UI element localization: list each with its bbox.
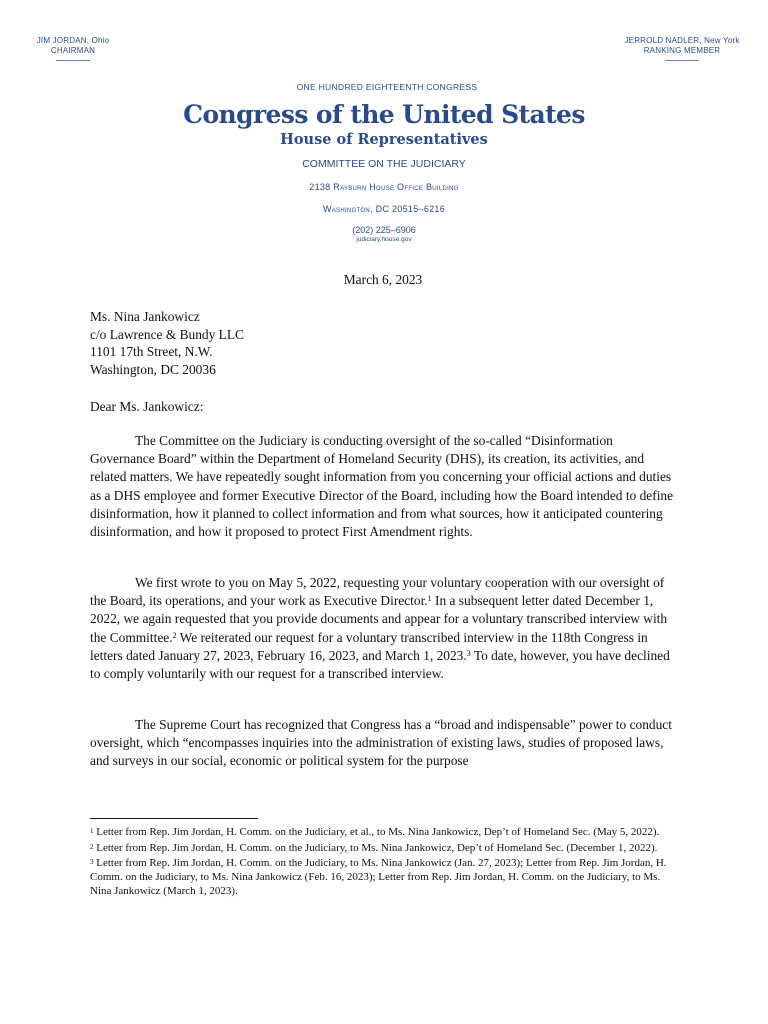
paragraph-text: To date, however, you have declined to comply voluntarily with our request for a transcribed interview.: [90, 647, 670, 682]
paragraph-text: In a subsequent letter dated December 1, 2022, we again requested that you provide documents and appear for a voluntary transcribed interview with the Committee.: [90, 593, 668, 645]
recipient-line: 1101 17th Street, N.W.: [90, 344, 213, 359]
committee-website: judiciary.house.gov: [356, 236, 412, 243]
footnote: [90, 842, 678, 856]
paragraph-requests: [90, 574, 678, 683]
ranking-member-role: RANKING MEMBER: [643, 46, 721, 55]
salutation: Dear Ms. Jankowicz:: [90, 399, 204, 414]
recipient-address: [90, 308, 244, 378]
footnote-text: Letter from Rep. Jim Jordan, H. Comm. on the Judiciary, et al., to Ms. Nina Jankowicz, Dep’t of Homeland Sec. (May 5, 2022).: [93, 826, 660, 838]
footnote: [90, 826, 678, 840]
ranking-member-block: [612, 36, 752, 61]
footnote-divider: [90, 818, 258, 819]
recipient-line: c/o Lawrence & Bundy LLC: [90, 326, 244, 342]
recipient-line: Ms. Nina Jankowicz: [90, 309, 200, 324]
recipient-line: Washington, DC 20036: [90, 361, 216, 377]
office-phone: (202) 225–6906: [352, 225, 416, 235]
letterhead-title: Congress of the United States: [183, 100, 585, 129]
ranking-member-name: JERROLD NADLER, New York: [624, 36, 740, 45]
chairman-name: JIM JORDAN, Ohio: [36, 36, 110, 45]
footnote-text: Letter from Rep. Jim Jordan, H. Comm. on the Judiciary, to Ms. Nina Jankowicz, Dep’t of Homeland Sec. (December 1, 2022).: [93, 841, 658, 854]
chairman-rule: [56, 60, 90, 61]
footnote-number: 2: [90, 842, 94, 851]
footnotes: [90, 826, 678, 901]
chairman-block: [30, 36, 116, 61]
letterhead: [0, 82, 768, 244]
footnote-number: 3: [90, 858, 94, 867]
footnote-number: 1: [90, 827, 94, 835]
office-address: 2138 Rayburn House Office Building: [309, 182, 459, 192]
letterhead-house: House of Representatives: [280, 131, 488, 148]
paragraph-text: We reiterated our request for a voluntary transcribed interview in the 118th Congress in letters dated January 27, 2023, February 16, 2023, and March 1, 2023.: [90, 629, 648, 663]
letter-date: March 6, 2023: [343, 272, 423, 287]
paragraph-text: We first wrote to you on May 5, 2022, requesting your voluntary cooperation with our oversight of the Board, its operations, and your work as Executive Director.: [90, 575, 665, 609]
footnote-ref[interactable]: 1: [427, 594, 432, 604]
ranking-member-rule: [665, 60, 699, 61]
committee-name: COMMITTEE ON THE JUDICIARY: [302, 158, 466, 170]
footnote-text: Letter from Rep. Jim Jordan, H. Comm. on the Judiciary, to Ms. Nina Jankowicz (Jan. 27, 2023); Letter from Rep. Jim Jordan, H. Comm. on the Judiciary, to Ms. Nina Jankowicz (Feb. 16, 2023); Letter from Rep. Jim Jordan, H. Comm. on the Judiciary, to Ms. Nina Jankowicz (March 1, 2023).: [90, 857, 667, 897]
footnote-ref[interactable]: 3: [466, 648, 471, 658]
footnote-ref[interactable]: 2: [172, 630, 177, 640]
paragraph-oversight: The Committee on the Judiciary is conducting oversight of the so-called “Disinformation Governance Board” within the Department of Homeland Security (DHS), its creation, its activities, and related matters. We have repeatedly sought information from you concerning your official actions and duties as a DHS employee and former Executive Director of the Board, including how the Board intended to define disinformation, how it planned to collect information and from what sources, how it anticipated countering disinformation, and how it proposed to protect First Amendment rights.: [90, 433, 674, 540]
footnote: [90, 857, 678, 898]
office-city: Washington, DC 20515–6216: [322, 204, 446, 214]
chairman-role: CHAIRMAN: [50, 46, 96, 55]
paragraph-supreme-court: The Supreme Court has recognized that Congress has a “broad and indispensable” power to conduct oversight, which “encompasses inquiries into the administration of existing laws, studies of proposed laws, and surveys in our social, economic or political system for the purpose: [90, 717, 672, 769]
congress-number: ONE HUNDRED EIGHTEENTH CONGRESS: [296, 82, 478, 92]
